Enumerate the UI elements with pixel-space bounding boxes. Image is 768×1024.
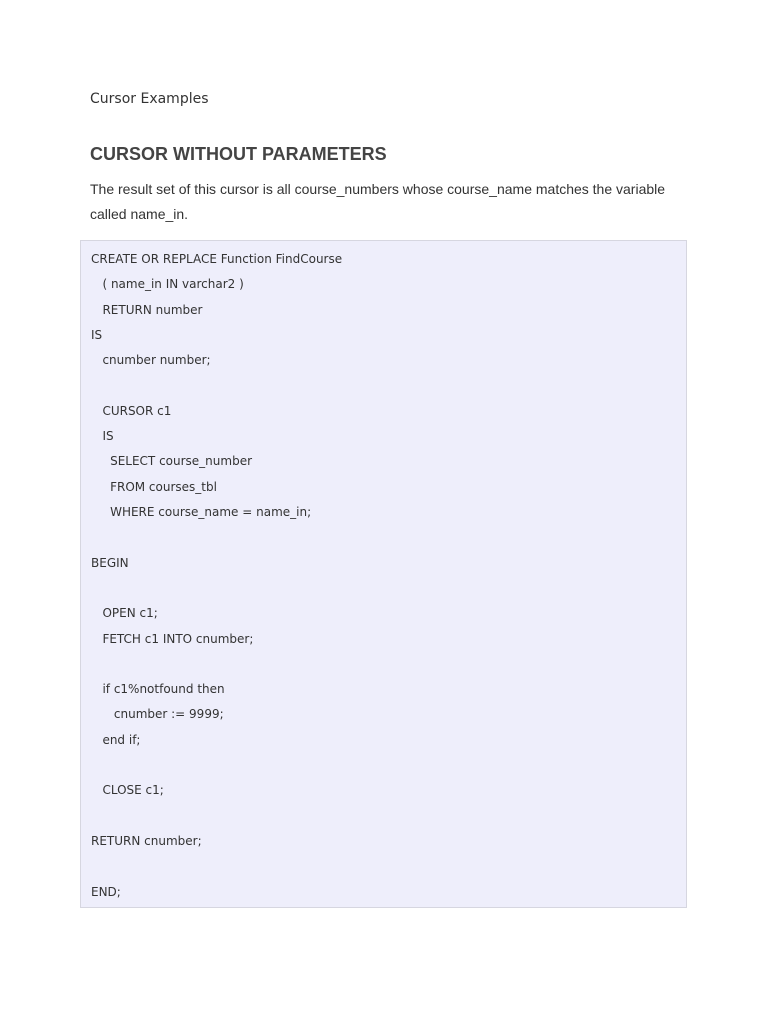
code-line: IS [91, 429, 114, 444]
code-line: WHERE course_name = name_in; [91, 505, 312, 519]
code-line: END; [91, 884, 121, 899]
code-line: RETURN cnumber; [91, 833, 202, 848]
description-paragraph: The result set of this cursor is all course_numbers whose course_name matches the variable called name_in. [90, 181, 666, 222]
document-title: Cursor Examples [90, 91, 209, 107]
code-line: cnumber number; [91, 353, 211, 368]
code-line: cnumber := 9999; [91, 707, 224, 722]
section-heading: CURSOR WITHOUT PARAMETERS [90, 144, 387, 164]
code-block [80, 240, 687, 908]
code-line: BEGIN [91, 555, 129, 570]
code-line: CURSOR c1 [91, 403, 172, 418]
code-line: FROM courses_tbl [91, 479, 217, 494]
code-line: ( name_in IN varchar2 ) [91, 277, 244, 292]
code-line: FETCH c1 INTO cnumber; [91, 631, 254, 646]
code-line: SELECT course_number [91, 454, 253, 469]
code-line: CLOSE c1; [91, 783, 164, 798]
code-line: IS [91, 327, 103, 342]
code-line: OPEN c1; [91, 606, 158, 621]
code-line: if c1%notfound then [91, 682, 225, 697]
code-line: CREATE OR REPLACE Function FindCourse [91, 252, 343, 266]
code-line: RETURN number [91, 302, 203, 317]
code-line: end if; [91, 732, 141, 747]
